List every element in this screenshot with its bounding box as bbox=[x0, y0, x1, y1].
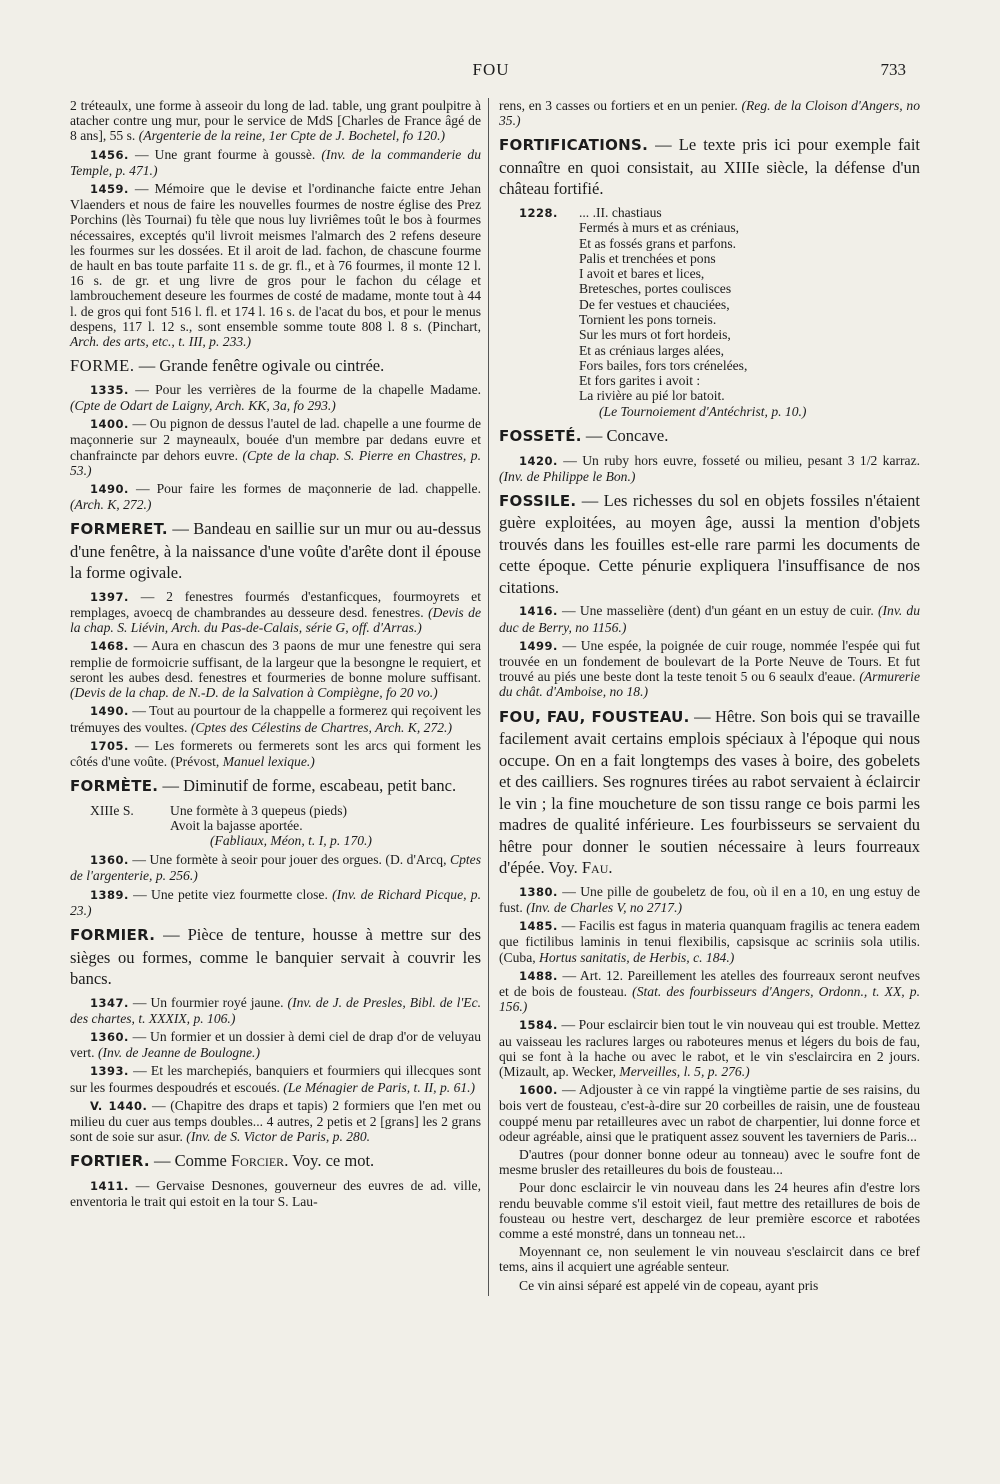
quoted-paragraph: Moyennant ce, non seulement le vin nouveau s'esclaircit dans ce bref tems, ains il acquiert une agréable senteur. bbox=[499, 1244, 920, 1275]
citation: (Devis de la chap. de N.-D. de la Salvation à Compiègne, fo 20 vo.) bbox=[70, 685, 438, 701]
headword: FORTIER. bbox=[70, 1152, 150, 1171]
entry-text: — Une petite viez fourmette close. bbox=[128, 886, 333, 902]
verse-line: La rivière au pié lor batoit. bbox=[579, 388, 725, 404]
dated-entry bbox=[70, 416, 481, 478]
entry-text: — Tout au pourtour de la chappelle a formerez qui reçoivent les trémuyes des voultes. bbox=[70, 703, 481, 735]
headword: FORMIER. bbox=[70, 926, 156, 945]
entry-text: — Pour faire les formes de maçonnerie de lad. chappelle. bbox=[128, 480, 481, 496]
entry-text: — (Chapitre des draps et tapis) 2 formiers que l'en met ou milieu du cuer aus temps doubles... 4 autres, 2 petis et 2 [grans] les 2 grans sont de soie sur asur. bbox=[70, 1097, 482, 1145]
entry-year: 1420. bbox=[519, 453, 558, 468]
quoted-paragraph: Ce vin ainsi séparé est appelé vin de copeau, ayant pris bbox=[519, 1277, 819, 1293]
entry-text: — Pour les verrières de la fourme de la chapelle Madame. bbox=[128, 381, 481, 397]
dated-entry bbox=[70, 382, 481, 413]
headword: FORME. bbox=[70, 356, 135, 376]
entry-year: V. 1440. bbox=[90, 1098, 148, 1113]
entry-text: — Facilis est fagus in materia quanquam fragilis ac tenera eadem que fictilibus laminis in tenui flexibilis, capsisque ac scriniis sola utilis. (Cuba, bbox=[499, 918, 920, 965]
dated-entry bbox=[499, 1082, 920, 1144]
entry-year: 1380. bbox=[519, 884, 558, 899]
citation: Merveilles, l. 5, p. 276.) bbox=[619, 1063, 750, 1079]
paragraph-text: 2 tréteaulx, une forme à asseoir du long de lad. table, ung grant poulpitre à atacher contre ung mur, pour le service de MdS [Charles de France âgé de 8 ans], 55 s. bbox=[70, 98, 481, 144]
headword-fou bbox=[499, 706, 920, 879]
entry-text: — Une espée, la poignée de cuir rouge, nommée l'espée qui fut trouvée en un fondement de boulevart de la Porte Neuve de Tours. Et fut trouvé au piés une beste dont la teste tenoit 5 ou 6 seaulx d'eaue. bbox=[499, 637, 920, 685]
verse-quotation bbox=[499, 205, 920, 419]
verse-line: Et as créniaus larges alées, bbox=[579, 342, 725, 358]
dated-entry bbox=[499, 453, 920, 484]
entry-year: 1705. bbox=[90, 738, 129, 753]
entry-text: — Pour esclaircir bien tout le vin nouveau qui est trouble. Mettez au vaisseau les raclures larges ou raboteures menus et légers du bois de fau, qui se font à la hache ou avec le rabot, et le vin s'esclaircira en 2 jours. (Mizault, ap. Wecker, bbox=[499, 1017, 920, 1079]
citation: (Inv. de S. Victor de Paris, p. 280. bbox=[186, 1129, 371, 1145]
headword: FOSSILE. bbox=[499, 491, 577, 510]
dated-entry bbox=[70, 181, 481, 349]
definition: — Diminutif de forme, escabeau, petit banc. bbox=[158, 776, 457, 796]
citation: (Arch. K, 272.) bbox=[70, 497, 152, 513]
entry-year: 1335. bbox=[90, 382, 129, 397]
verse-line: Fermés à murs et as créniaus, bbox=[579, 220, 740, 236]
entry-year: 1468. bbox=[90, 639, 129, 654]
entry-year: 1360. bbox=[90, 1029, 129, 1044]
verse-line: De fer vestues et chauciées, bbox=[579, 296, 730, 312]
citation: (Cpte de la chap. S. Pierre en Chastres, p. 53.) bbox=[70, 447, 481, 478]
entry-text: — Gervaise Desnones, gouverneur des euvres de ad. ville, enventoria le trait qui estoit en la tour S. Lau- bbox=[70, 1177, 481, 1210]
entry-year: 1347. bbox=[90, 995, 129, 1010]
dated-entry bbox=[499, 603, 920, 634]
entry-year: 1416. bbox=[519, 604, 558, 619]
definition: — Le texte pris ici pour exemple fait connaître en quoi consistait, au XIIIe siècle, la défense d'un château fortifié. bbox=[499, 135, 920, 199]
dated-entry bbox=[70, 995, 481, 1026]
running-head: FOU bbox=[472, 60, 510, 79]
dated-entry bbox=[499, 638, 920, 700]
headword-formete bbox=[70, 775, 481, 798]
headword-fortifications bbox=[499, 134, 920, 200]
entry-text: — Un formier et un dossier à demi ciel de drap d'or de veluyau vert. bbox=[70, 1028, 481, 1061]
headword-fortier bbox=[70, 1150, 481, 1173]
verse-year: 1228. bbox=[519, 205, 558, 220]
paragraph-text: rens, en 3 casses ou fortiers et en un penier. bbox=[499, 98, 742, 113]
entry-text: — Adjouster à ce vin rappé la vingtième partie de ses raisins, du bois vert de fousteau, c'est-à-dire sur 20 corbeilles de raisin, une de fousteau couppé menu par retailleures avec un rabot de charpentier, lui donne force et odeur agréable, ainsi que le pratiquent assez souvent les taverniers de Paris... bbox=[499, 1082, 920, 1144]
entry-year: 1600. bbox=[519, 1083, 558, 1098]
headword: FORTIFICATIONS. bbox=[499, 136, 649, 155]
definition-end: . bbox=[608, 858, 613, 878]
entry-text: — Les formerets ou fermerets sont les arcs qui forment les côtés d'une voûte. (Prévost, bbox=[70, 737, 481, 769]
headword-fossile bbox=[499, 490, 920, 599]
dated-entry bbox=[70, 703, 481, 734]
headword-fossete bbox=[499, 425, 920, 448]
verse-line: Et as fossés grans et parfons. bbox=[579, 235, 737, 251]
dated-entry bbox=[70, 852, 481, 883]
verse-line: Fors bailes, fors tors crénelées, bbox=[579, 357, 748, 373]
citation: (Le Ménagier de Paris, t. II, p. 61.) bbox=[283, 1079, 476, 1095]
left-column bbox=[70, 98, 485, 1296]
dated-entry bbox=[70, 1029, 481, 1060]
quoted-paragraph: D'autres (pour donner bonne odeur au tonneau) avec le soufre font de mesme brusler des retailleures du bois de fousteau... bbox=[499, 1146, 920, 1178]
dated-entry bbox=[70, 589, 481, 636]
verse-line: Une formète à 3 quepeus (pieds) bbox=[170, 802, 348, 818]
entry-year: 1389. bbox=[90, 887, 129, 902]
dated-entry bbox=[70, 481, 481, 512]
citation: (Inv. de Charles V, no 2717.) bbox=[526, 899, 682, 915]
dated-entry bbox=[70, 738, 481, 769]
dated-entry bbox=[70, 638, 481, 700]
right-column bbox=[488, 98, 920, 1296]
cross-reference: Fau bbox=[581, 858, 609, 878]
entry-year: 1397. bbox=[90, 589, 129, 604]
verse-quotation bbox=[70, 803, 481, 849]
citation: (Inv. de Philippe le Bon.) bbox=[499, 468, 636, 484]
definition: — Les richesses du sol en objets fossiles n'étaient guère exploitées, au moyen âge, aussi la mention d'objets trouvés dans les fouilles est-elle rare parmi les documents de cette époque. Cette pénurie expliquera l'insuffisance de nos citations. bbox=[499, 490, 920, 597]
dated-entry bbox=[499, 1017, 920, 1079]
entry-year: 1499. bbox=[519, 638, 558, 653]
quoted-paragraph: Pour donc esclaircir le vin nouveau dans les 24 heures afin d'estre lors rendu beuvable comme s'il estoit vieil, faut mettre des retaillures de bois de fousteau ou hestre vert, deschargez de leur première escorce et rabotées comme a esté monstré, dans un tonneau net... bbox=[499, 1180, 920, 1241]
entry-text: — Une grant fourme à goussè. bbox=[128, 146, 322, 162]
dated-entry bbox=[70, 147, 481, 178]
page-number: 733 bbox=[880, 60, 906, 79]
entry-year: 1490. bbox=[90, 481, 129, 496]
verse-line: Bretesches, portes coulisces bbox=[579, 281, 732, 297]
citation: (Argenterie de la reine, 1er Cpte de J. Bochetel, fo 120.) bbox=[138, 128, 445, 144]
citation: (Devis de la chap. S. Liévin, Arch. du Pas-de-Calais, série G, off. d'Arras.) bbox=[70, 605, 481, 636]
entry-year: 1488. bbox=[519, 968, 558, 983]
citation: (Cpte de Odart de Laigny, Arch. KK, 3a, fo 293.) bbox=[70, 397, 336, 413]
entry-text: — Art. 12. Pareillement les atelles des fourreaux seront neufves et de bois de fousteau. bbox=[499, 967, 920, 999]
dated-entry bbox=[70, 1063, 481, 1094]
entry-text: — Un fourmier royé jaune. bbox=[128, 994, 288, 1010]
entry-year: 1400. bbox=[90, 417, 129, 432]
definition-end: . Voy. ce mot. bbox=[284, 1151, 375, 1171]
verse-line: Tornient les pons torneis. bbox=[579, 311, 717, 327]
verse-line: Avoit la bajasse aportée. bbox=[170, 817, 303, 833]
definition: — Comme bbox=[149, 1151, 231, 1171]
entry-text: — Et les marchepiés, banquiers et fourmiers qui illecques sont sur les fourmes despoudrés et escoués. bbox=[70, 1063, 481, 1095]
entry-year: 1393. bbox=[90, 1064, 129, 1079]
dated-entry bbox=[499, 968, 920, 1015]
text-columns bbox=[70, 98, 920, 1296]
definition: — Concave. bbox=[581, 426, 669, 446]
entry-text: — Mémoire que le devise et l'ordinanche faicte entre Jehan Vlaenders et nous de faire les nouvelles fourmes de nostre église des Prez Porchins (lès Tournai) fu tèle que nous luy livriêmes toût le bos à fourmes nécessaires, exceptés qu'il livroit meismes l'almarch des 2 refens deseure les fourmes sur les dossées. Et il aroit de lad. fachon, de chascune fourme de hault en bas toute parfaite 11 s. de gr. fl., et à 76 fourmes, il monte 12 l. 16 s. de gr. et ung livre de gros pour le fachon du célage et lambrouchement deseure les fourmes de costé de madame, monte tout à 44 l. de gros qui font 516 l. fl. et 174 l. 16 s. de l'acat du bos, et pour le menus despens, 117 l. 12 s., sont ensemble somme toute 808 l. 8 s. (Pinchart, bbox=[70, 181, 481, 334]
entry-year: 1485. bbox=[519, 919, 558, 934]
citation: Manuel lexique.) bbox=[222, 753, 315, 769]
entry-year: 1490. bbox=[90, 704, 129, 719]
definition: — Hêtre. Son bois qui se travaille facilement avait certains emplois spéciaux à l'époque qui nous occupe. On en a fait longtemps des vases à boire, des gobelets et des cailliers. Ses rognures tirées au rabot servaient à éclaircir le vin ; la fine moucheture de son tissu range ce bois parmi les madres de qualité inférieure. Les fourbisseurs se servaient du hêtre pour donner le soutien nécessaire à leurs fourreaux d'épée. Voy. bbox=[499, 706, 920, 878]
citation: (Inv. de Jeanne de Boulogne.) bbox=[97, 1045, 260, 1061]
citation: (Inv. de Richard Picque, p. 23.) bbox=[70, 886, 481, 918]
verse-line: Palis et trenchées et pons bbox=[579, 250, 716, 266]
dated-entry bbox=[499, 884, 920, 915]
citation: Hortus sanitatis, de Herbis, c. 184.) bbox=[539, 949, 735, 965]
entry-text: — Ou pignon de dessus l'autel de lad. chapelle a une fourme de maçonnerie sur 2 mayneaulx, bouée d'un membre par dedans euvre et chanfraincte par dehors euvre. bbox=[70, 416, 481, 463]
page-header bbox=[76, 60, 906, 84]
definition: — Pièce de tenture, housse à mettre sur des sièges ou formes, comme le banquier servait à couvrir les bancs. bbox=[70, 925, 481, 989]
verse-line: I avoit et bares et lices, bbox=[579, 266, 705, 282]
entry-text: — Aura en chascun des 3 paons de mur une fenestre qui sera remplie de formoicrie suffisant, de la largeur que la besongne le requiert, et seront les aubes desd. fenestres et fourmeries de bonne molure suffisant. bbox=[70, 638, 481, 685]
dated-entry bbox=[499, 918, 920, 965]
citation: (Armurerie du chât. d'Amboise, no 18.) bbox=[499, 669, 920, 700]
citation: (Reg. de la Cloison d'Angers, no 35.) bbox=[499, 98, 921, 129]
entry-year: 1459. bbox=[90, 182, 129, 197]
entry-text: — Une masselière (dent) d'un géant en un estuy de cuir. bbox=[557, 603, 878, 619]
verse-date: XIIIe S. bbox=[90, 802, 134, 818]
citation: (Cptes des Célestins de Chartres, Arch. K, 272.) bbox=[190, 719, 452, 735]
verse-line: Sur les murs ot fort hordeis, bbox=[579, 327, 731, 343]
entry-year: 1456. bbox=[90, 147, 129, 162]
entry-text: — 2 fenestres fourmés d'estanficques, fourmoyrets et remplages, avoecq de chambrandes au desseure desd. fenestres. bbox=[70, 588, 481, 621]
entry-year: 1360. bbox=[90, 853, 129, 868]
cross-reference: Forcier bbox=[231, 1151, 285, 1171]
headword: FOU, FAU, FOUSTEAU. bbox=[499, 707, 690, 726]
definition: — Grande fenêtre ogivale ou cintrée. bbox=[134, 356, 385, 376]
entry-year: 1584. bbox=[519, 1018, 558, 1033]
headword: FORMERET. bbox=[70, 520, 168, 539]
headword-formeret bbox=[70, 518, 481, 584]
citation: (Stat. des fourbisseurs d'Angers, Ordonn., t. XX, p. 156.) bbox=[499, 983, 920, 1015]
citation: (Inv. de la commanderie du Temple, p. 471.) bbox=[70, 146, 482, 178]
verse-line: ... .II. chastiaus bbox=[579, 204, 662, 220]
dated-entry bbox=[70, 1178, 481, 1209]
continued-paragraph bbox=[499, 98, 920, 128]
dated-entry bbox=[70, 887, 481, 918]
verse-line: Et fors garites i avoit : bbox=[579, 373, 701, 389]
dated-entry bbox=[70, 1098, 481, 1145]
headword-forme bbox=[70, 355, 481, 377]
verse-lines bbox=[579, 205, 920, 419]
headword: FOSSETÉ. bbox=[499, 427, 582, 446]
entry-text: — Une formète à seoir pour jouer des orgues. (D. d'Arcq, bbox=[128, 852, 451, 868]
entry-year: 1411. bbox=[90, 1178, 129, 1193]
entry-text: — Une pille de goubeletz de fou, où il en a 10, en ung estuy de fust. bbox=[499, 883, 920, 915]
headword-formier bbox=[70, 924, 481, 990]
citation: (Inv. du duc de Berry, no 1156.) bbox=[499, 603, 921, 635]
headword: FORMÈTE. bbox=[70, 777, 159, 796]
entry-text: — Un ruby hors euvre, fosseté ou milieu, pesant 3 1/2 karraz. bbox=[557, 452, 920, 468]
definition: — Bandeau en saillie sur un mur ou au-dessus d'une fenêtre, à la naissance d'une voûte d'arête dont il épouse la forme ogivale. bbox=[70, 519, 481, 583]
citation: Cptes de l'argenterie, p. 256.) bbox=[70, 852, 481, 884]
citation: (Inv. de J. de Presles, Bibl. de l'Ec. des chartes, t. XXXIX, p. 106.) bbox=[70, 994, 481, 1026]
verse-citation: (Fabliaux, Méon, t. I, p. 170.) bbox=[210, 833, 372, 849]
citation: Arch. des arts, etc., t. III, p. 233.) bbox=[70, 334, 252, 350]
verse-citation: (Le Tournoiement d'Antéchrist, p. 10.) bbox=[599, 403, 807, 419]
continued-paragraph bbox=[70, 98, 481, 144]
